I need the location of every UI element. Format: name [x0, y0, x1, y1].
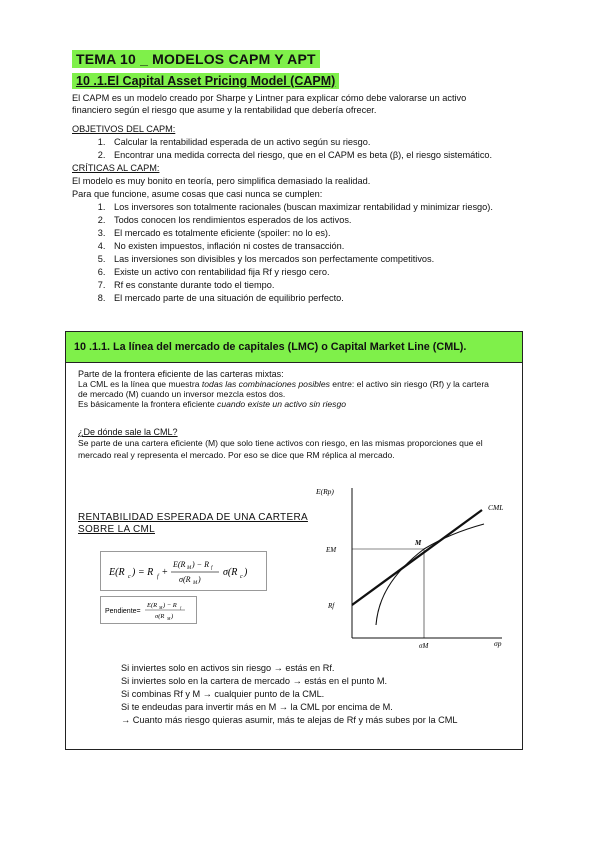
- svg-text:E(R: E(R: [109, 567, 125, 578]
- expected-return-heading-1: RENTABILIDAD ESPERADA DE UNA CARTERA: [78, 512, 308, 523]
- list-item: 8. El mercado parte de una situación de equilibrio perfecto.: [108, 292, 568, 305]
- where-line-1: Se parte de una cartera eficiente (M) que solo tiene activos con riesgo, en las mismas proporciones que el: [78, 438, 483, 448]
- svg-text:) − R: ) − R: [163, 602, 177, 609]
- intro-line-1: El CAPM es un modelo creado por Sharpe y Lintner para explicar cómo debe valorarse un activo: [72, 93, 467, 103]
- svg-text:σ(R: σ(R: [223, 567, 238, 578]
- list-item: 5. Las inversiones son divisibles y los mercados son perfectamente competitivos.: [108, 253, 568, 266]
- list-item: 6. Existe un activo con rentabilidad fija Rf y riesgo cero.: [108, 266, 568, 279]
- svg-text:) = R: ) = R: [132, 567, 154, 578]
- x-axis-label: σp: [494, 639, 502, 648]
- m-point-label: M: [415, 539, 422, 547]
- list-item: 2. Todos conocen los rendimientos esperados de los activos.: [108, 214, 568, 227]
- cml-label: CML: [488, 503, 504, 512]
- where-question: ¿De dónde sale la CML?: [78, 427, 178, 437]
- svg-text:c: c: [240, 574, 243, 580]
- cml-basic-b: cuando existe un activo sin riesgo: [217, 399, 346, 409]
- svg-text:M: M: [167, 616, 171, 621]
- list-item: 3. El mercado es totalmente eficiente (spoiler: no lo es).: [108, 227, 568, 240]
- summary-line: Si inviertes solo en activos sin riesgo → estás en Rf.: [121, 663, 335, 673]
- cml-def-c: entre: el activo sin riesgo (Rf) y la cartera: [329, 379, 489, 389]
- svg-text:M: M: [159, 605, 163, 610]
- list-item: 2. Encontrar una medida correcta del riesgo, que en el CAPM es beta (β), el riesgo sistemático.: [108, 149, 568, 162]
- cml-line: [352, 510, 482, 605]
- slope-formula: [100, 596, 197, 624]
- svg-text:M: M: [187, 566, 192, 571]
- summary-line: → Cuanto más riesgo quieras asumir, más te alejas de Rf y más subes por la CML: [121, 715, 458, 725]
- cml-formula: [100, 551, 267, 591]
- rf-label: Rf: [328, 602, 335, 610]
- svg-text:c: c: [128, 574, 131, 580]
- critics-list: [72, 201, 568, 305]
- svg-text:σ(R: σ(R: [155, 613, 165, 620]
- where-line-2: mercado real y representa el mercado. Por eso se dice que RM réplica al mercado.: [78, 450, 395, 460]
- expected-return-heading: [78, 512, 308, 536]
- cml-box-header: [66, 332, 522, 363]
- svg-text:σ(R: σ(R: [179, 575, 191, 584]
- svg-text:): ): [198, 575, 201, 584]
- cml-def-b: todas las combinaciones posibles: [201, 379, 330, 389]
- svg-text:f: f: [180, 605, 182, 610]
- expected-return-heading-2: SOBRE LA CML: [78, 524, 155, 535]
- list-item: 1. Calcular la rentabilidad esperada de un activo según su riesgo.: [108, 136, 568, 149]
- slope-formula-graphic: [101, 597, 196, 623]
- objectives-list: [72, 136, 568, 162]
- summary-line: Si te endeudas para invertir más en M → la CML por encima de M.: [121, 702, 393, 712]
- cml-basic: [78, 399, 346, 410]
- cml-basic-a: Es básicamente la frontera eficiente: [78, 399, 218, 409]
- sm-label: σM: [419, 642, 429, 650]
- svg-text:E(R: E(R: [173, 560, 186, 569]
- list-item: 1. Los inversores son totalmente racionales (buscan maximizar rentabilidad y minimizar riesgo).: [108, 201, 568, 214]
- y-axis-label: E(Rp): [316, 487, 334, 496]
- cml-chart: [312, 480, 512, 650]
- summary-line: Si combinas Rf y M → cualquier punto de la CML.: [121, 689, 325, 699]
- objectives-heading: OBJETIVOS DEL CAPM:: [72, 124, 176, 134]
- svg-text:M: M: [193, 581, 198, 586]
- cml-box: [65, 331, 523, 750]
- page-title: TEMA 10 _ MODELOS CAPM Y APT: [72, 50, 320, 68]
- svg-text:+: +: [162, 567, 168, 578]
- cml-formula-graphic: [101, 552, 266, 590]
- slope-label: Pendiente=: [105, 608, 141, 615]
- frontier-line: Parte de la frontera eficiente de las carteras mixtas:: [78, 369, 284, 379]
- cml-definition: [78, 379, 489, 390]
- svg-text:): ): [171, 613, 174, 620]
- section-title-capm: 10 .1.El Capital Asset Pricing Model (CAPM): [72, 73, 339, 89]
- list-item: 7. Rf es constante durante todo el tiempo.: [108, 279, 568, 292]
- svg-text:): ): [244, 567, 248, 578]
- svg-text:E(R: E(R: [147, 602, 158, 609]
- cml-def-a: La CML es la línea que muestra: [78, 379, 202, 389]
- svg-text:) − R: ) − R: [192, 560, 209, 569]
- intro-line-2: financiero según el riesgo que asume y la rentabilidad que debería ofrecer.: [72, 105, 377, 115]
- critics-heading: CRÍTICAS AL CAPM:: [72, 163, 160, 173]
- cml-summary: [121, 662, 458, 727]
- list-item: 4. No existen impuestos, inflación ni costes de transacción.: [108, 240, 568, 253]
- svg-text:f: f: [211, 566, 213, 571]
- critics-line-1: El modelo es muy bonito en teoría, pero simplifica demasiado la realidad.: [72, 176, 371, 186]
- em-label: EM: [326, 546, 337, 554]
- critics-line-2: Para que funcione, asume cosas que casi nunca se cumplen:: [72, 189, 323, 199]
- cml-definition-2: de mercado (M) cuando un inversor mezcla estos dos.: [78, 389, 286, 399]
- summary-line: Si inviertes solo en la cartera de mercado → estás en el punto M.: [121, 676, 388, 686]
- cml-box-title: 10 .1.1. La línea del mercado de capitales (LMC) o Capital Market Line (CML).: [74, 341, 467, 353]
- svg-text:f: f: [157, 574, 159, 580]
